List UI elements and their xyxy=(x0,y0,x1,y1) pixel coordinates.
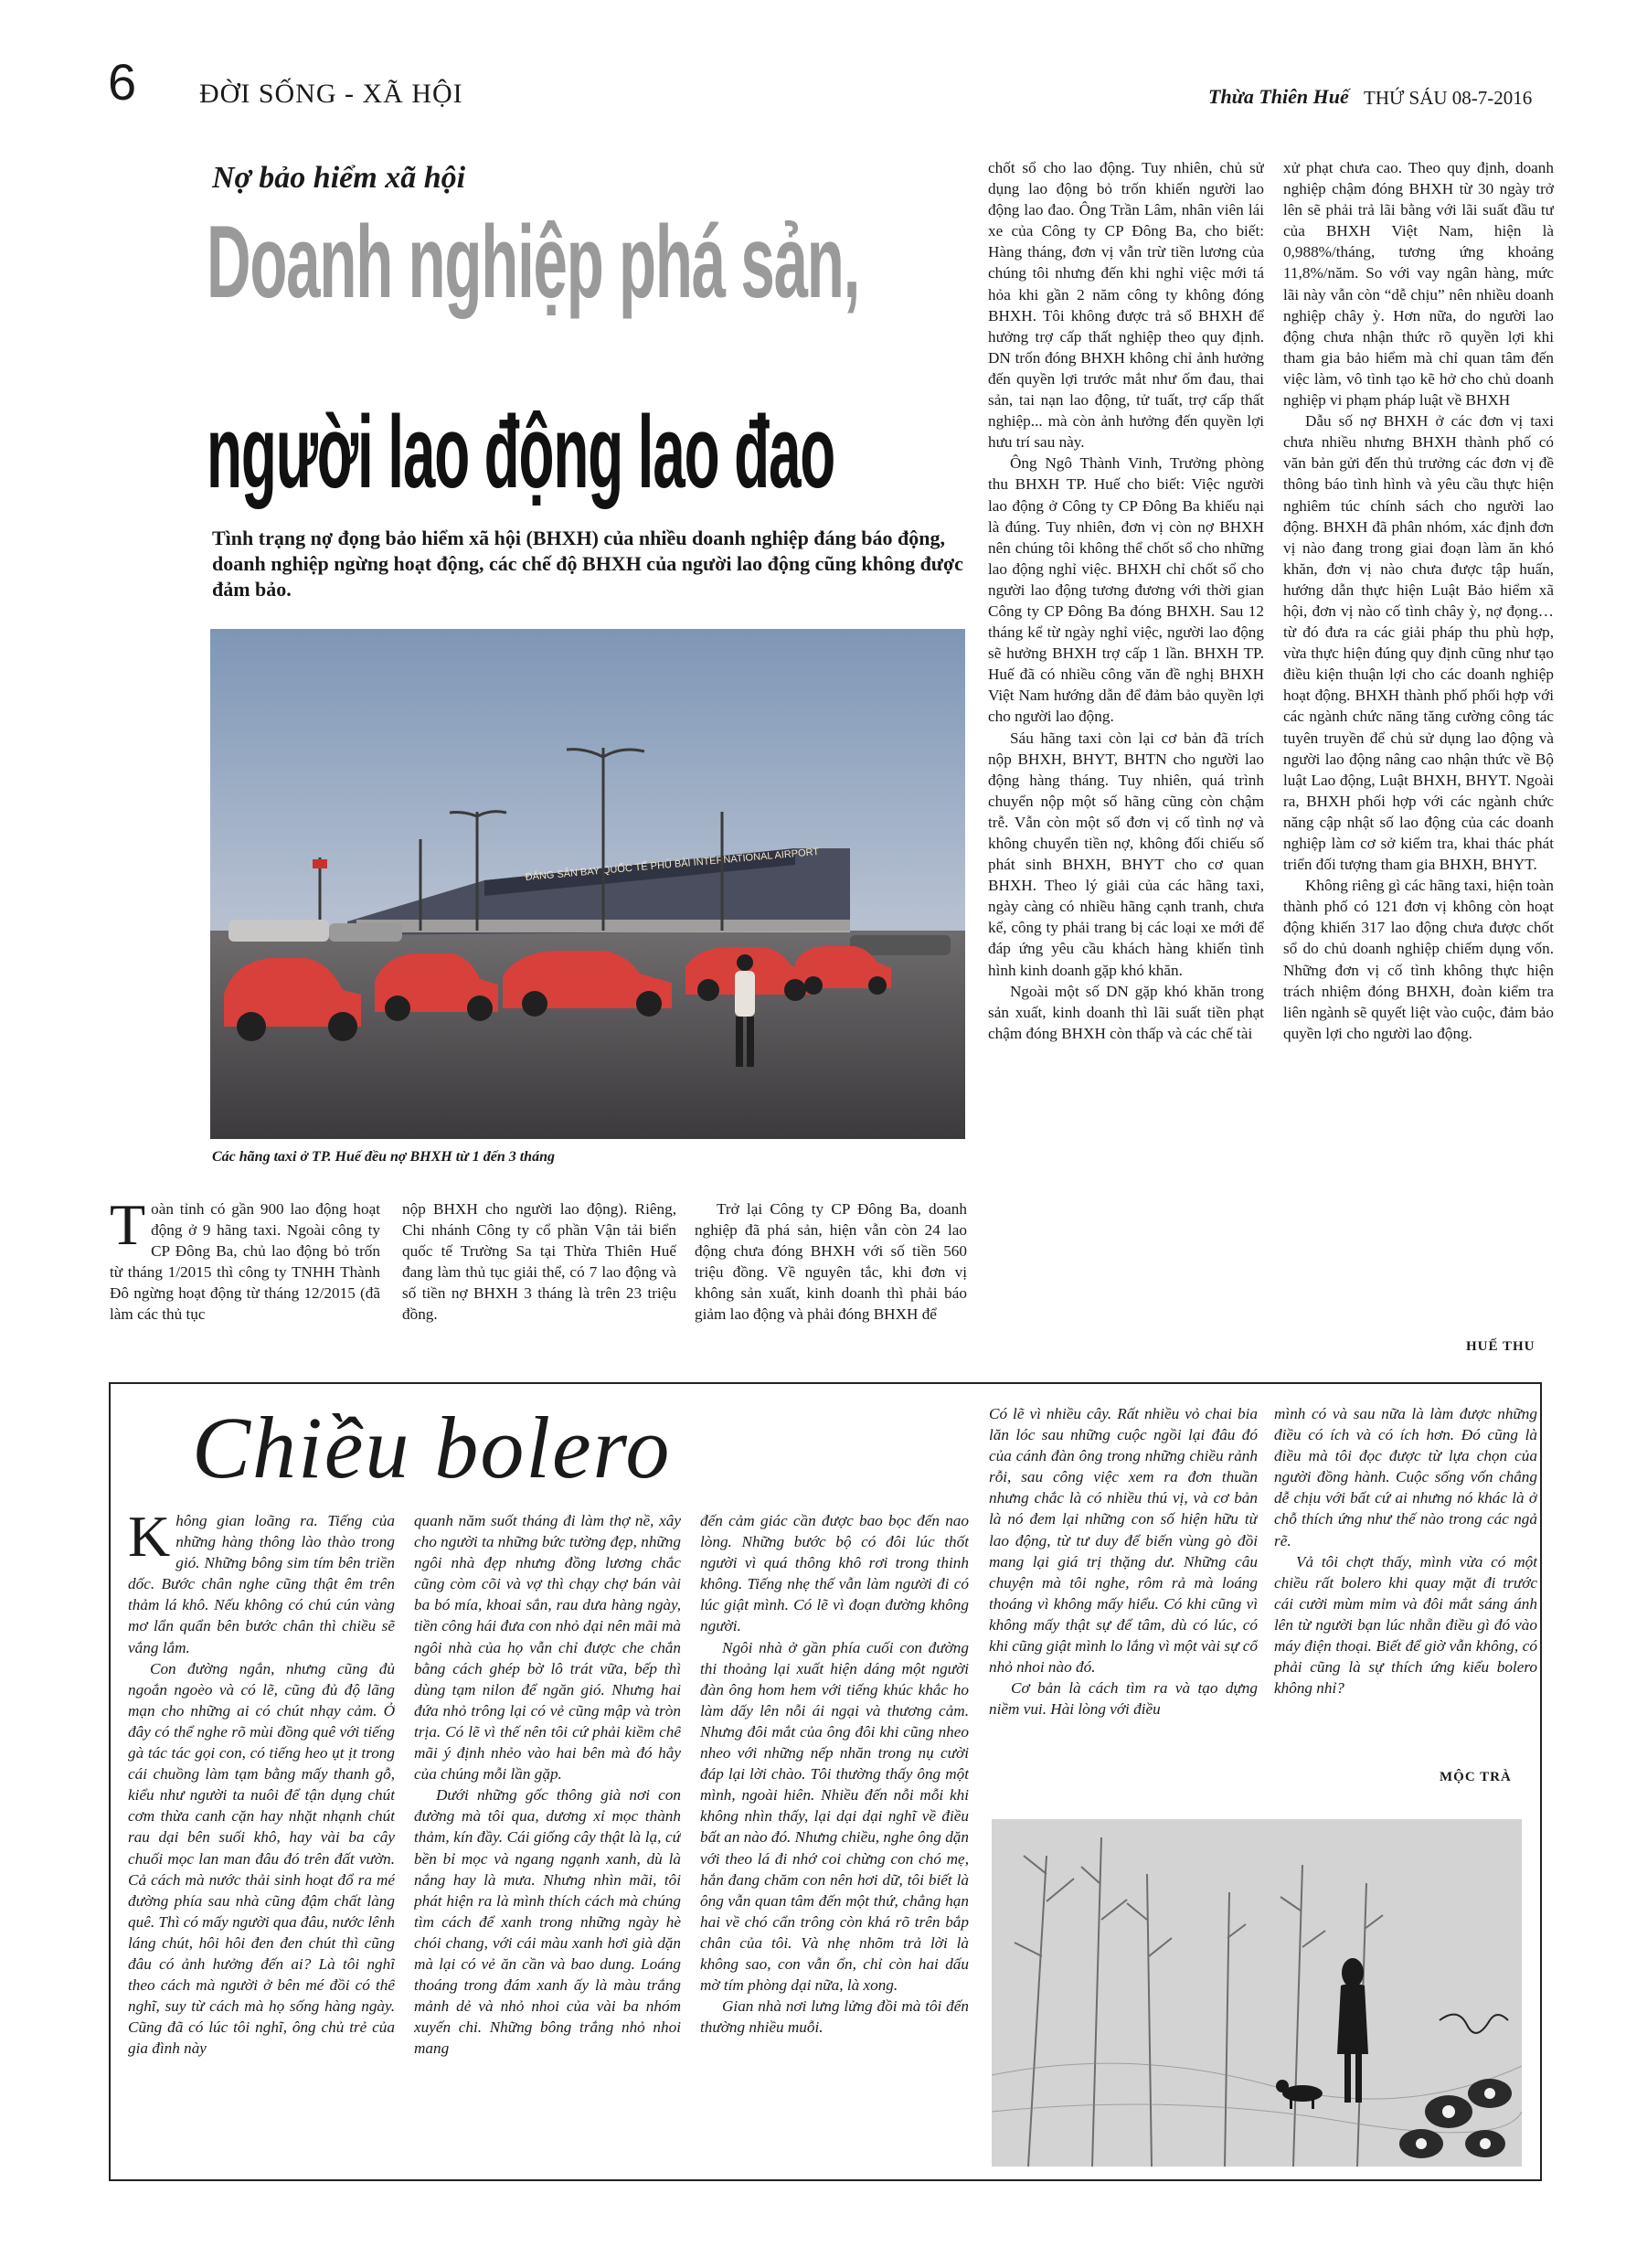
paragraph: xử phạt chưa cao. Theo quy định, doanh nghiệp chậm đóng BHXH từ 30 ngày trở lên sẽ phải trả lãi bằng với lãi suất đầu tư của BHXH Việt Nam, hiện là 0,988%/tháng, tương ứng khoảng 11,8%/năm. So với vay ngân hàng, mức lãi này vẫn còn “dễ chịu” nên nhiều doanh nghiệp chây ỳ. Hơn nữa, do người lao động chưa nhận thức rõ quyền lợi khi tham gia bảo hiểm mà chỉ quan tâm đến việc làm, vô tình tạo kẽ hở cho chủ doanh nghiệp vi phạm pháp luật về BHXH xyxy=(1283,159,1554,410)
article-column-4 xyxy=(988,157,1264,1368)
paragraph: quanh năm suốt tháng đi làm thợ nề, xây cho người ta những bức tường đẹp, những ngôi nhà đẹp nhưng đồng lương chắc cũng còm cõi và vợ thì chạy chợ bán vài ba bó mía, khoai sắn, rau dưa hàng ngày, tiền công hái đưa con nhỏ dại nên mãi mà ngôi nhà của họ vẫn chỉ được che chắn bằng cách ghép bờ lô trát vữa, bếp thì dùng tạm nilon để ngăn gió. Nhưng hai đứa nhỏ trông lại có vẻ cũng mập và tròn trịa. Có lẽ vì thế nên tôi cứ phải kiềm chế mãi ý định nhẻo vào hai bên mà đó hẳy của chúng mỗi lần gặp. xyxy=(414,1512,681,1784)
paragraph: Sáu hãng taxi còn lại cơ bản đã trích nộp BHXH, BHYT, BHTN cho người lao động hàng tháng. Tuy nhiên, quá trình chuyển nộp một số hãng cũng còn chậm trễ. Vẫn còn một số đơn vị cố tình nợ và không chuyển tiền nợ, không đối chiếu số phát sinh BHXH, BHYT cho cơ quan BHXH. Theo lý giải của các hãng taxi, ngày càng có nhiều hãng cạnh tranh, chưa kể, công ty phải trang bị các loại xe mới để đáp ứng yêu cầu khách hàng khiến tình hình kinh doanh gặp khó khăn. xyxy=(988,729,1264,979)
paragraph: nộp BHXH cho người lao động). Riêng, Chi nhánh Công ty cổ phần Vận tải biển quốc tế Trường Sa tại Thừa Thiên Huế đang làm thủ tục giải thể, có 7 lao động và số tiền nợ BHXH 3 tháng là trên 23 triệu đồng. xyxy=(402,1200,676,1324)
article-lead: Tình trạng nợ đọng bảo hiểm xã hội (BHXH) của nhiều doanh nghiệp đáng báo động, doanh nghiệp ngừng hoạt động, các chế độ BHXH của người lao động cũng không được đảm bảo. xyxy=(212,527,963,601)
paragraph: Ngoài một số DN gặp khó khăn trong sản xuất, kinh doanh thì lãi suất tiền phạt chậm đóng BHXH còn thấp và các chế tài xyxy=(988,982,1264,1042)
article-kicker: Nợ bảo hiểm xã hội xyxy=(212,161,466,195)
paragraph: chốt sổ cho lao động. Tuy nhiên, chủ sử dụng lao động bỏ trốn khiến người lao động lao đao. Ông Trần Lâm, nhân viên lái xe của Công ty CP Đông Ba, cho biết: Hàng tháng, đơn vị vẫn trừ tiền lương của chúng tôi nhưng đến khi nghỉ việc mới tá hỏa khi gần 2 năm công ty không đóng BHXH. Tôi không được trả sổ BHXH để hưởng trợ cấp thất nghiệp theo quy định. DN trốn đóng BHXH không chỉ ảnh hưởng đến quyền lợi trước mắt như ốm đau, thai sản, tai nạn lao động, tử tuất, trợ cấp thất nghiệp... mà còn ảnh hưởng đến quyền lợi hưu trí sau này. xyxy=(988,159,1264,452)
article-dropcap: T xyxy=(110,1198,146,1257)
article-byline: HUẾ THU xyxy=(1466,1339,1535,1354)
feature-dropcap: K xyxy=(128,1510,171,1569)
issue-date: THỨ SÁU 08-7-2016 xyxy=(1364,87,1533,109)
feature-column-1 xyxy=(128,1510,395,2168)
paragraph: Không riêng gì các hãng taxi, hiện toàn thành phố có 121 đơn vị không còn hoạt động khiến 317 lao động chưa được chốt sổ do chủ doanh nghiệp chiếm dụng vốn. Những đơn vị cố tình không thực hiện trách nhiệm đóng BHXH, đoàn kiểm tra liên ngành sẽ quyết liệt vào cuộc, đảm bảo quyền lợi cho người lao động. xyxy=(1283,877,1554,1042)
paragraph: Trở lại Công ty CP Đông Ba, doanh nghiệp đã phá sản, hiện vẫn còn 24 lao động chưa đóng BHXH với số tiền 560 triệu đồng. Về nguyên tắc, khi đơn vị không sản xuất, kinh doanh thì phải báo giảm lao động và phải đóng BHXH để xyxy=(695,1200,967,1324)
feature-illustration xyxy=(992,1819,1522,2167)
headline-line-1: Doanh nghiệp phá sản, xyxy=(207,205,860,319)
feature-byline: MỘC TRÀ xyxy=(1440,1770,1512,1784)
article-column-3 xyxy=(695,1198,967,1368)
paragraph: Gian nhà nơi lưng lửng đồi mà tôi đến thường nhiều muỗi. xyxy=(700,1997,969,2037)
paragraph: oàn tỉnh có gần 900 lao động hoạt động ở 9 hãng taxi. Ngoài công ty CP Đông Ba, chủ lao động bỏ trốn từ tháng 1/2015 thì công ty TNHH Thành Đô ngừng hoạt động từ tháng 12/2015 (đã làm các thủ tục xyxy=(110,1200,380,1324)
paragraph: Dẫu số nợ BHXH ở các đơn vị taxi chưa nhiều nhưng BHXH thành phố có văn bản gửi đến thủ trưởng các đơn vị đề thông báo tình hình và yêu cầu thực hiện nghiêm túc chính sách cho người lao động. BHXH đã phân nhóm, xác định đơn vị nào đang trong giai đoạn làm ăn khó khăn, đơn vị nào chưa được tập huấn, hướng dẫn thực hiện Luật Bảo hiểm xã hội, đơn vị nào cố tình chây ỳ, nợ đọng…từ đó đưa ra các giải pháp thu phù hợp, vừa thực hiện đúng quy định cũng như tạo điều kiện thuận lợi cho các doanh nghiệp hoạt động. BHXH thành phố phối hợp với các ngành chức năng tăng cường công tác tuyên truyền để chủ sử dụng lao động và người lao động nâng cao nhận thức về Bộ luật Lao động, Luật BHXH, BHYT. Ngoài ra, BHXH phối hợp với các ngành chức năng cập nhật số lao động của các doanh nghiệp làm cơ sở kiểm tra, khai thác phát triển đối tượng tham gia BHXH, BHYT. xyxy=(1283,412,1554,874)
feature-column-3 xyxy=(700,1510,969,2168)
feature-column-5 xyxy=(1274,1403,1537,1764)
paragraph: hông gian loãng ra. Tiếng của những hàng thông lào thào trong gió. Những bông sim tím bên triền dốc. Bước chân nghe cũng thật êm trên thảm lá khô. Nếu không có chú cún vàng mơ lẩn quẩn bên bước chân thì chiều sẽ vắng lắm. xyxy=(128,1512,395,1656)
article-column-5 xyxy=(1283,157,1554,1336)
feature-column-2 xyxy=(414,1510,681,2168)
paragraph: Cơ bản là cách tìm ra và tạo dựng niềm vui. Hài lòng với điều xyxy=(989,1679,1258,1719)
feature-title: Chiều bolero xyxy=(192,1399,672,1496)
paragraph: đến cảm giác cần được bao bọc đến nao lòng. Những bước bộ có đôi lúc thốt người vì quá thông khô rơi trong thinh không. Tiếng nhẹ thế vẫn làm người đi có lúc giật mình. Có lẽ vì đoạn đường không người. xyxy=(700,1512,969,1635)
newspaper-name: Thừa Thiên Huế xyxy=(1208,85,1349,108)
paragraph: Ông Ngô Thành Vinh, Trưởng phòng thu BHXH TP. Huế cho biết: Việc người lao động ở Công ty CP Đông Ba khiếu nại là đúng. Tuy nhiên, đơn vị còn nợ BHXH nên chúng tôi không thể chốt sổ cho những lao động nghỉ việc. BHXH chỉ chốt sổ cho người lao động tương đương với thời gian Công ty CP Đông Ba đóng BHXH. Sau 12 tháng kể từ ngày nghỉ việc, người lao động sẽ hưởng BHXH trợ cấp 1 lần. BHXH TP. Huế đã có nhiều công văn đề nghị BHXH Việt Nam hướng dẫn để đảm bảo quyền lợi cho người lao động. xyxy=(988,454,1264,726)
article-column-2 xyxy=(402,1198,676,1368)
paragraph: mình có và sau nữa là làm được những điều có ích và có ích hơn. Đó cũng là điều mà tôi đọc được từ lựa chọn của người đồng hành. Cuộc sống vốn chẳng dễ chịu với bất cứ ai nhưng nó khác là ở chỗ thích ứng như thế nào trong các ngả rẽ. xyxy=(1274,1405,1537,1549)
headline-line-2: người lao động lao đao xyxy=(207,395,835,509)
airport-sign-text: ĐÁNG SÂN BAY QUỐC TẾ PHÚ BÀI INTERNATIONAL AIRPORT xyxy=(525,846,820,883)
paragraph: Có lẽ vì nhiều cây. Rất nhiều vỏ chai bia lăn lóc sau những cuộc ngồi lại đâu đó của cánh đàn ông trong những chiều rảnh rỗi, sau công việc xem ra đơn thuần nhưng chắc là có nhiều thú vị, và cơ bản là nó đem lại những con số hiện hữu từ lao động, từ tư duy để biến vùng gò đồi mang lại giá trị thặng dư. Những câu chuyện mà tôi nghe, rôm rả mà loáng thoáng vì không mấy hiểu. Có khi cũng vì không mấy thật sự để tâm, dù có lúc, có khi cũng giật mình lo lắng vì một vài sự cố nhỏ nhoi nào đó. xyxy=(989,1405,1258,1677)
page-number: 6 xyxy=(108,53,137,111)
article-column-1 xyxy=(110,1198,380,1368)
paragraph: Ngôi nhà ở gần phía cuối con đường thi thoảng lại xuất hiện dáng một người đàn ông hom hem với tiếng khúc khắc ho làm dấy lên nỗi ái ngại và thương cảm. Nhưng đôi mắt của ông đôi khi cũng nheo nheo với những nếp nhăn trong nụ cười đáp lại lời chào. Tôi thường thấy ông một mình, ngoài hiên. Nhiều đến nỗi mỗi khi không nhìn thấy, lại dại dại nghĩ về điều bất an nào đó. Nhưng chiều, nghe ông dặn với theo lá đi nhớ coi chừng con chó mẹ, hắn đang chăm con nên hơi dữ, tôi biết là ông vẫn quan tâm đến một thứ, chẳng hạn hai về chó cẩn trông còn khá rõ trên bắp chân của tôi. Và nhẹ nhõm trả lời là không sao, con vẫn ổn, chỉ còn hai dấu mờ tím phòng dại nữa, là xong. xyxy=(700,1638,969,1995)
airport-taxi-photo xyxy=(210,629,965,1139)
photo-caption: Các hãng taxi ở TP. Huế đều nợ BHXH từ 1 đến 3 tháng xyxy=(212,1149,555,1165)
paragraph: Dưới những gốc thông già nơi con đường mà tôi qua, dương xỉ mọc thành thảm, kín đầy. Cái giống cây thật là lạ, cứ bền bỉ mọc và ngang ngạnh xanh, dù là nắng hay là mưa. Nhưng nhìn mãi, tôi phát hiện ra là mình thích cách mà chúng tìm cách để xanh trong những ngày hè chói chang, với cái màu xanh hơi già dặn mà lại có vẻ ăn cần và bao dung. Loáng thoáng trong đám xanh ấy là màu trắng mảnh dẻ và nhỏ nhoi của vài ba nhóm xuyến chi. Những bông trắng nhỏ nhoi mang xyxy=(414,1786,681,2058)
paragraph: Vả tôi chợt thấy, mình vừa có một chiều rất bolero khi quay mặt đi trước cái cười mùm mỉm và đôi mắt sáng ánh lên từ người bạn lúc nhẵn điều gì đó vào máy điện thoại. Biết để giờ vẫn không, có phải cũng là sự thích ứng kiểu bolero không nhỉ? xyxy=(1274,1552,1537,1698)
section-title: ĐỜI SỐNG - XÃ HỘI xyxy=(199,79,463,109)
paragraph: Con đường ngắn, nhưng cũng đủ ngoắn ngoèo và có lẽ, cũng đủ độ lãng mạn cho những ai có chút nhạy cảm. Ở đây có thể nghe rõ mùi đồng quê với tiếng gà tác tác gọi con, có tiếng heo ụt ịt trong cái chuồng làm tạm bằng mấy thanh gỗ, kiểu như người ta nuôi để tận dụng chút cơm thừa canh cặn hay nhặt nhạnh chút rau dại bên suối khô, hay vài ba cây chuối mọc lan man đâu đó trên đất vườn. Cả cách mà nước thải sinh hoạt đổ ra mé đường phía sau nhà cũng đậm chất làng quê. Thì có mấy người qua đâu, nước lênh láng chút, hôi hôi đen đen chút thì cũng đâu có ảnh hưởng đến ai? Là tôi nghĩ theo cách mà người ở bên mé đồi có thể nghĩ, suy từ cách mà họ sống hàng ngày. Cũng đã có lúc tôi nghĩ, ông chủ trẻ của gia đình này xyxy=(128,1659,395,2058)
feature-column-4 xyxy=(989,1403,1258,1805)
